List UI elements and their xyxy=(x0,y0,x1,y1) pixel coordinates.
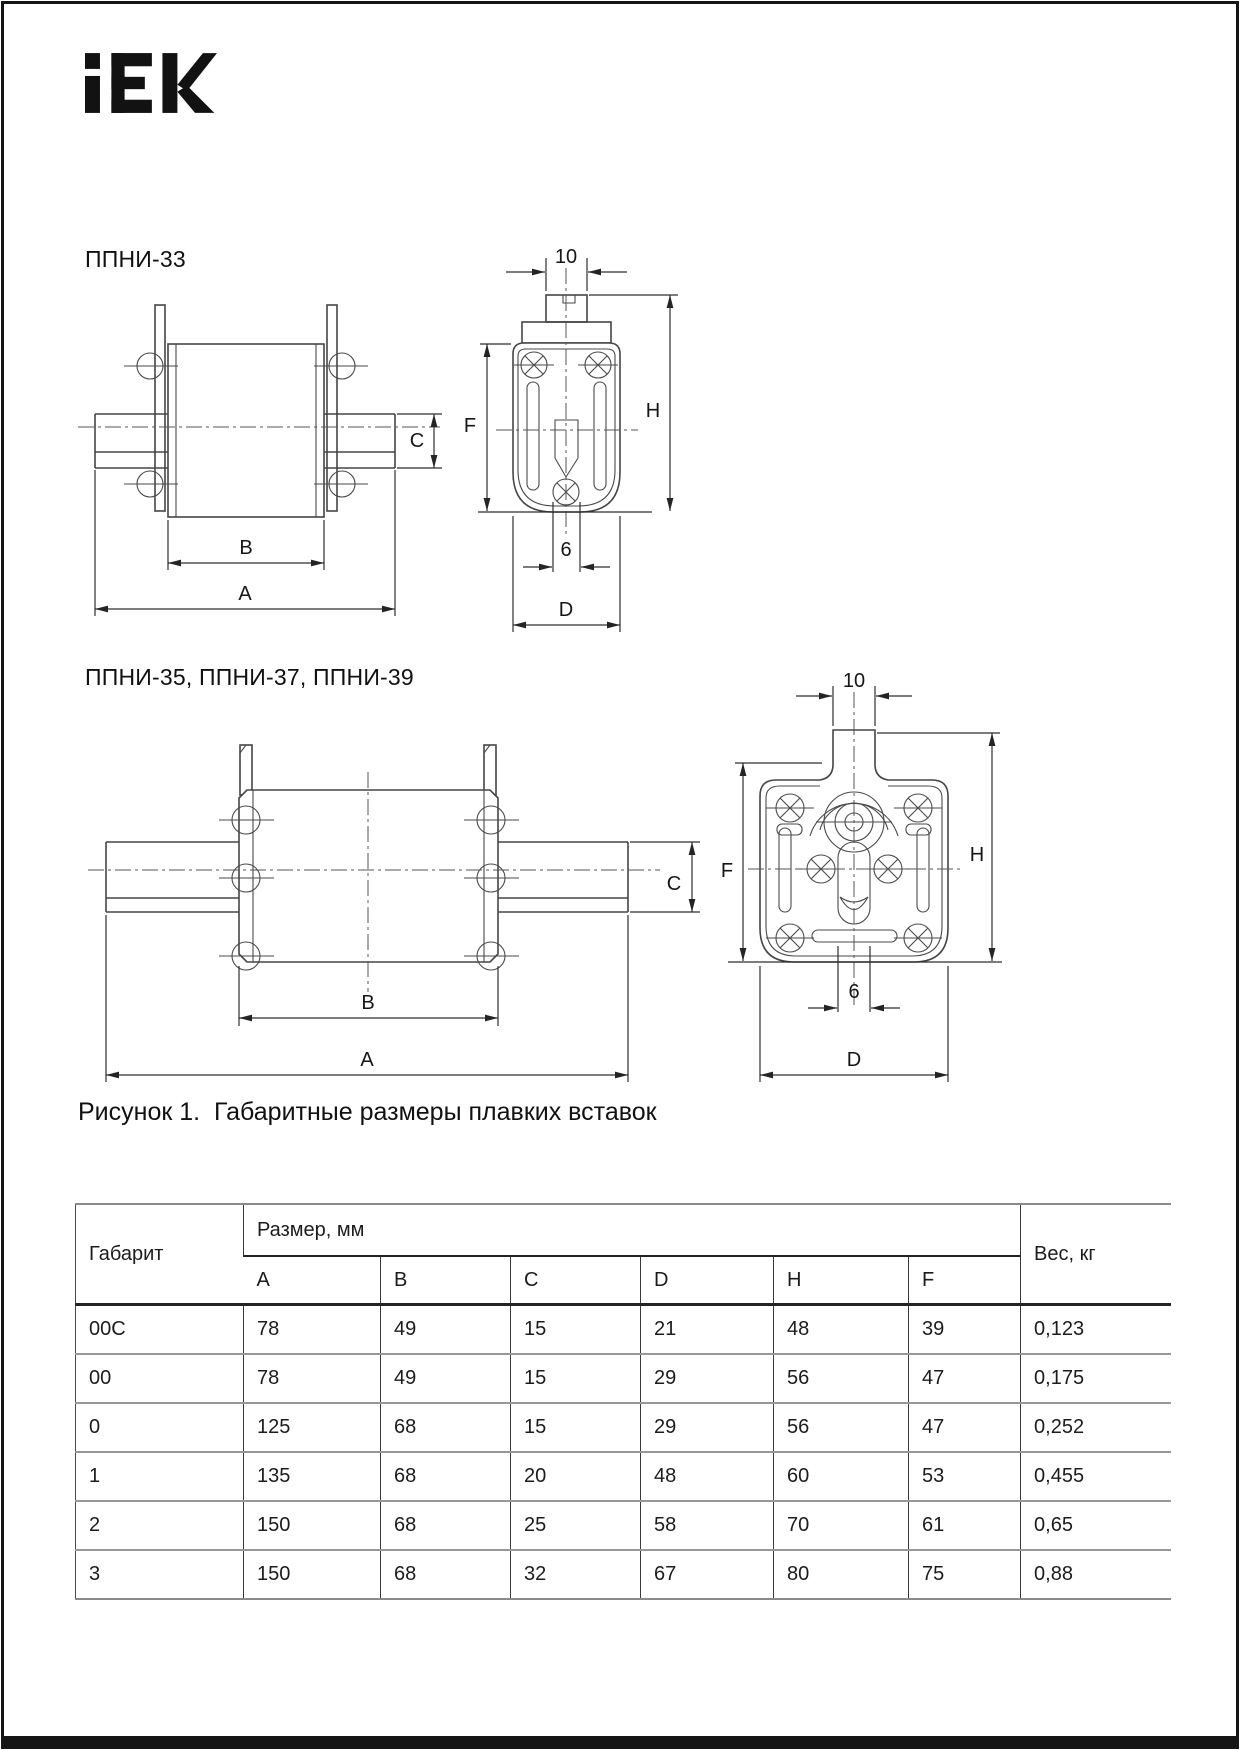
fig1-dim-6: 6 xyxy=(560,539,572,561)
table-row xyxy=(76,1305,1171,1355)
header-col-b: B xyxy=(381,1256,511,1305)
cell-h: 48 xyxy=(774,1305,909,1355)
cell-gabarit: 2 xyxy=(76,1501,244,1550)
cell-b: 49 xyxy=(381,1354,511,1403)
cell-a: 125 xyxy=(244,1403,381,1452)
header-col-a: A xyxy=(244,1256,381,1305)
cell-f: 39 xyxy=(909,1305,1021,1355)
fig1-dim-a: A xyxy=(238,583,252,605)
cell-b: 68 xyxy=(381,1501,511,1550)
cell-f: 75 xyxy=(909,1550,1021,1599)
fig1-side-view xyxy=(464,246,678,632)
header-weight: Вес, кг xyxy=(1021,1204,1171,1305)
header-col-c: C xyxy=(511,1256,641,1305)
cell-d: 67 xyxy=(641,1550,774,1599)
cell-a: 135 xyxy=(244,1452,381,1501)
fig2-dim-d: D xyxy=(846,1049,862,1071)
cell-weight: 0,175 xyxy=(1021,1354,1171,1403)
cell-a: 78 xyxy=(244,1354,381,1403)
cell-h: 80 xyxy=(774,1550,909,1599)
cell-h: 56 xyxy=(774,1354,909,1403)
table-row xyxy=(76,1354,1171,1403)
fig1-front-view xyxy=(78,305,442,616)
cell-b: 68 xyxy=(381,1452,511,1501)
cell-d: 48 xyxy=(641,1452,774,1501)
cell-weight: 0,252 xyxy=(1021,1403,1171,1452)
fig1-dim-f: F xyxy=(463,415,477,437)
fig2-dim-a: A xyxy=(360,1049,374,1071)
fig2-dim-h: H xyxy=(969,844,985,866)
cell-a: 78 xyxy=(244,1305,381,1355)
fig1-dim-c: C xyxy=(409,430,425,452)
dimensions-table xyxy=(75,1203,1171,1600)
cell-c: 32 xyxy=(511,1550,641,1599)
fig2-front-view xyxy=(88,745,700,1082)
fig1-dim-10: 10 xyxy=(554,246,578,268)
cell-c: 20 xyxy=(511,1452,641,1501)
cell-h: 56 xyxy=(774,1403,909,1452)
table-row xyxy=(76,1452,1171,1501)
cell-d: 58 xyxy=(641,1501,774,1550)
cell-d: 29 xyxy=(641,1354,774,1403)
cell-d: 21 xyxy=(641,1305,774,1355)
cell-b: 49 xyxy=(381,1305,511,1355)
cell-weight: 0,65 xyxy=(1021,1501,1171,1550)
cell-gabarit: 3 xyxy=(76,1550,244,1599)
cell-gabarit: 1 xyxy=(76,1452,244,1501)
figure2-title: ППНИ-35, ППНИ-37, ППНИ-39 xyxy=(85,664,414,690)
fig2-dim-10: 10 xyxy=(842,670,866,692)
header-col-h: H xyxy=(774,1256,909,1305)
cell-weight: 0,455 xyxy=(1021,1452,1171,1501)
cell-c: 15 xyxy=(511,1403,641,1452)
cell-gabarit: 00C xyxy=(89,1318,126,1340)
table-row xyxy=(76,1550,1171,1599)
header-col-f: F xyxy=(909,1256,1021,1305)
cell-d: 29 xyxy=(641,1403,774,1452)
cell-f: 47 xyxy=(909,1403,1021,1452)
table-row xyxy=(76,1403,1171,1452)
fig2-dim-6: 6 xyxy=(848,981,860,1003)
cell-c: 15 xyxy=(511,1305,641,1355)
header-col-d: D xyxy=(641,1256,774,1305)
cell-weight: 0,88 xyxy=(1021,1550,1171,1599)
cell-h: 60 xyxy=(774,1452,909,1501)
cell-h: 70 xyxy=(774,1501,909,1550)
header-size: Размер, мм xyxy=(244,1204,1021,1256)
fig1-dim-h: H xyxy=(645,400,661,422)
header-gabarit: Габарит xyxy=(76,1204,244,1305)
figure-caption: Рисунок 1. Габаритные размеры плавких вставок xyxy=(78,1098,657,1126)
fig2-dim-f: F xyxy=(720,860,734,882)
fig1-dim-b: B xyxy=(239,537,253,559)
fig2-dim-c: C xyxy=(666,873,682,895)
fig2-side-view xyxy=(721,670,1002,1082)
cell-gabarit: 00 xyxy=(76,1354,244,1403)
cell-f: 47 xyxy=(909,1354,1021,1403)
cell-weight: 0,123 xyxy=(1021,1305,1171,1355)
figure1-title: ППНИ-33 xyxy=(85,246,186,272)
cell-f: 53 xyxy=(909,1452,1021,1501)
table-row xyxy=(76,1501,1171,1550)
cell-c: 15 xyxy=(511,1354,641,1403)
cell-c: 25 xyxy=(511,1501,641,1550)
cell-f: 61 xyxy=(909,1501,1021,1550)
fig1-dim-d: D xyxy=(558,599,574,621)
cell-b: 68 xyxy=(381,1403,511,1452)
cell-b: 68 xyxy=(381,1550,511,1599)
cell-a: 150 xyxy=(244,1501,381,1550)
fig2-dim-b: B xyxy=(361,992,375,1014)
cell-gabarit: 0 xyxy=(76,1403,244,1452)
cell-a: 150 xyxy=(244,1550,381,1599)
